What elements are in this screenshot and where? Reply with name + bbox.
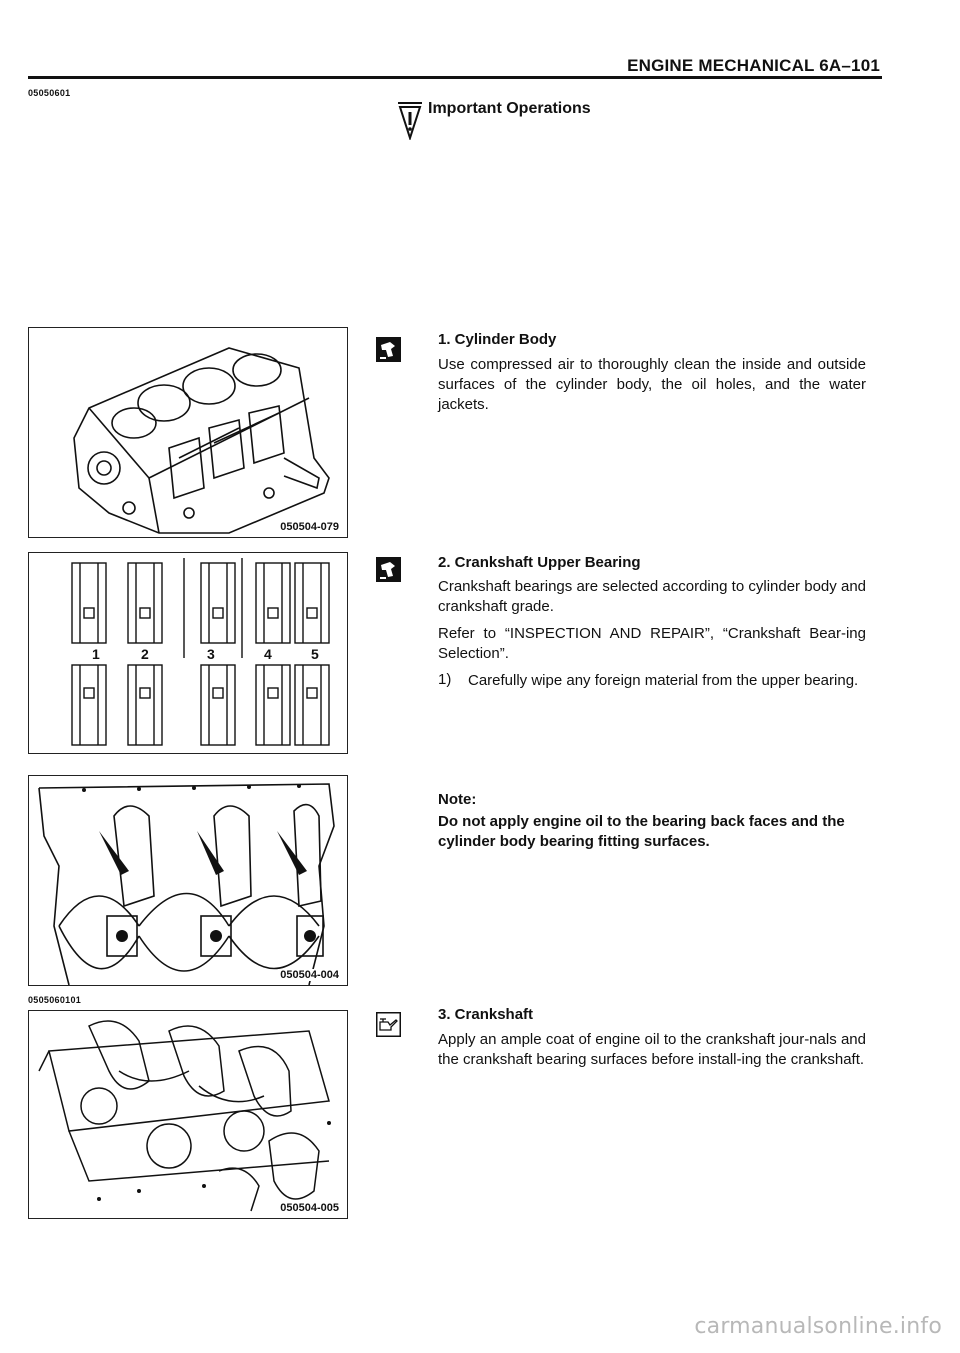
bearing-number-1: 1 [92,646,100,662]
doc-code-top: 05050601 [28,88,71,98]
bearing-upper-3 [201,563,235,643]
bearing-lower-5 [295,665,329,745]
section-title-cylinder-body: 1. Cylinder Body [438,331,557,348]
bearing-number-4: 4 [264,646,272,662]
step-number: 1) [438,671,452,688]
bearing-number-3: 3 [207,646,215,662]
oil-can-icon [376,1012,401,1037]
figure-code: 050504-005 [280,1202,339,1214]
bearing-upper-2 [128,563,162,643]
air-gun-icon [376,337,401,362]
note-text: Do not apply engine oil to the bearing back faces and the cylinder body bearing fitting surfaces. [438,813,845,850]
doc-code-mid: 0505060101 [28,995,82,1005]
note-label: Note: [438,791,477,808]
section-body-crankshaft: Apply an ample coat of engine oil to the crankshaft jour-nals and the crankshaft bearing surfaces before install-ing the crankshaft. [438,1031,866,1068]
bearing-upper-4 [256,563,290,643]
header-rule [28,76,882,79]
bearing-lower-2 [128,665,162,745]
cylinder-body-illustration [29,328,347,537]
figure-code: 050504-004 [280,969,339,981]
section-body-upper-bearing: Crankshaft bearings are selected according to cylinder body and crankshaft grade. [438,578,866,615]
bearing-upper-1 [72,563,106,643]
bearing-number-2: 2 [141,646,149,662]
warning-triangle-icon [397,100,423,140]
section-body-cylinder-body: Use compressed air to thoroughly clean the inside and outside surfaces of the cylinder body, the oil holes, and the water jackets. [438,356,866,413]
figure-bearing-set [28,552,348,754]
bearing-set-illustration [29,553,347,753]
air-gun-icon [376,557,401,582]
bearing-number-5: 5 [311,646,319,662]
figure-cylinder-body [28,327,348,538]
page-header-title: ENGINE MECHANICAL 6A–101 [627,56,880,75]
section-title-upper-bearing: 2. Crankshaft Upper Bearing [438,554,641,571]
crankshaft-illustration [29,1011,347,1218]
watermark: carmanualsonline.info [694,1314,942,1339]
bearing-install-illustration [29,776,347,985]
bearing-lower-1 [72,665,106,745]
bearing-lower-3 [201,665,235,745]
operations-title: Important Operations [428,100,591,117]
section-title-crankshaft: 3. Crankshaft [438,1006,534,1023]
bearing-lower-4 [256,665,290,745]
section-reference-upper-bearing: Refer to “INSPECTION AND REPAIR”, “Crankshaft Bear-ing Selection”. [438,625,866,662]
figure-bearing-install [28,775,348,986]
figure-crankshaft [28,1010,348,1219]
figure-code: 050504-079 [280,521,339,533]
step-text: Carefully wipe any foreign material from the upper bearing. [468,672,859,689]
bearing-upper-5 [295,563,329,643]
